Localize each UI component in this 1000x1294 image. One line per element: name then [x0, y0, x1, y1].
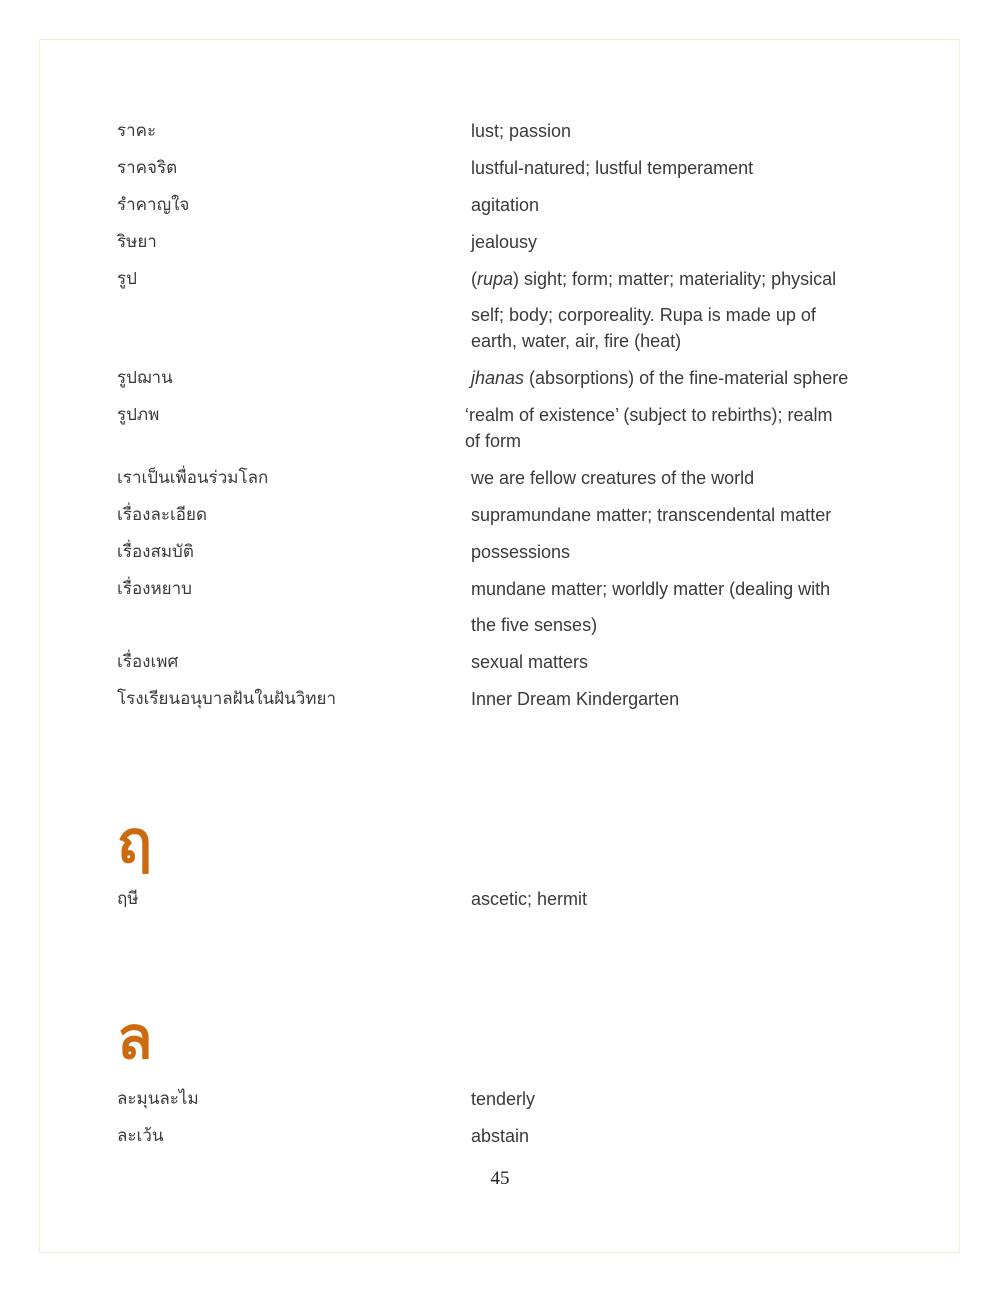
entry-thai: รำคาญใจ	[117, 195, 190, 215]
entry-english-italic: jhanas	[471, 368, 525, 388]
entry-english: ascetic; hermit	[471, 889, 588, 909]
entry-english: ‘realm of existence’ (subject to rebirths); realm	[465, 405, 833, 425]
entry-english-rest: (absorptions) of the fine-material sphere	[524, 368, 849, 388]
entry-english: of form	[465, 431, 522, 451]
entry-thai: ละมุนละไม	[117, 1089, 199, 1109]
entry-english	[471, 365, 891, 391]
entry-english: we are fellow creatures of the world	[471, 468, 755, 488]
entry-thai: เรื่องละเอียด	[117, 505, 208, 525]
page-frame	[39, 39, 960, 1253]
entry-english-italic: rupa	[477, 269, 514, 289]
entry-english: agitation	[471, 195, 540, 215]
entry-english: sexual matters	[471, 652, 589, 672]
entry-thai: เรื่องหยาบ	[117, 579, 192, 599]
entry-thai: รูปฌาน	[117, 368, 173, 388]
entry-thai: ละเว้น	[117, 1126, 164, 1146]
entry-english: tenderly	[471, 1089, 536, 1109]
section-heading-rue: ฤ	[117, 808, 153, 876]
entry-english: Inner Dream Kindergarten	[471, 689, 680, 709]
page-number: 45	[490, 1168, 510, 1189]
entry-thai: รูปภพ	[117, 405, 160, 425]
entry-english: possessions	[471, 542, 571, 562]
entry-english: jealousy	[471, 232, 538, 252]
entry-english: lust; passion	[471, 121, 572, 141]
entry-english: mundane matter; worldly matter (dealing with	[471, 579, 831, 599]
entry-thai: ราคะ	[117, 121, 157, 141]
entry-english: supramundane matter; transcendental matter	[471, 505, 832, 525]
entry-thai: เรื่องเพศ	[117, 652, 179, 672]
entry-thai: โรงเรียนอนุบาลฝันในฝันวิทยา	[117, 689, 337, 709]
paren-open: (	[471, 269, 477, 289]
entry-thai: ริษยา	[117, 232, 157, 252]
entry-english: earth, water, air, fire (heat)	[471, 331, 682, 351]
entry-english: abstain	[471, 1126, 530, 1146]
entry-english: lustful-natured; lustful temperament	[471, 158, 754, 178]
entry-english: the five senses)	[471, 615, 598, 635]
entry-thai: เรื่องสมบัติ	[117, 542, 194, 562]
entry-thai: ฤษี	[117, 889, 139, 909]
entry-english: self; body; corporeality. Rupa is made up of	[471, 305, 816, 325]
entry-english	[471, 266, 891, 292]
entry-english-rest: sight; form; matter; materiality; physical	[519, 269, 837, 289]
section-heading-lo: ล	[117, 1004, 153, 1072]
entry-thai: รูป	[117, 269, 137, 289]
entry-thai: เราเป็นเพื่อนร่วมโลก	[117, 468, 269, 488]
entry-thai: ราคจริต	[117, 158, 178, 178]
paren-close: )	[513, 269, 520, 289]
